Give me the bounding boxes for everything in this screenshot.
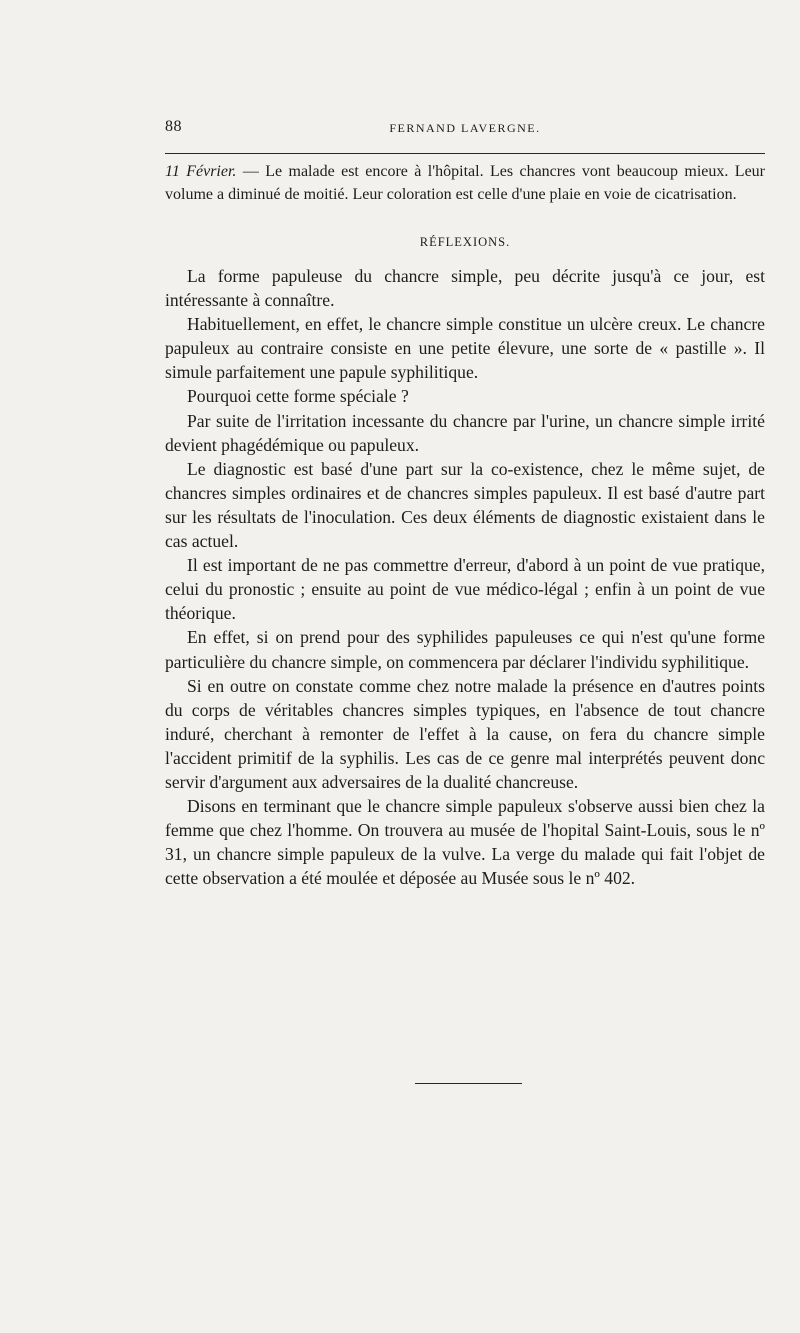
end-rule [415, 1083, 522, 1084]
paragraph: Disons en terminant que le chancre simple papuleux s'observe aussi bien chez la femme que chez l'homme. On trouvera au musée de l'hopital Saint-Louis, sous le nº 31, un chancre simple papuleux de la vulve. La verge du malade qui fait l'objet de cette observation a été moulée et déposée au Musée sous le nº 402. [165, 796, 765, 889]
entry-date: 11 Février. [165, 163, 237, 180]
paragraph: Habituellement, en effet, le chancre simple constitue un ulcère creux. Le chancre papuleux au contraire consiste en une petite élevure, une sorte de « pastille ». Il simule parfaitement une papule syphilitique. [165, 314, 765, 383]
paragraph: Si en outre on constate comme chez notre malade la présence en d'autres points du corps de véritables chancres simples typiques, en l'absence de tout chancre induré, cherchant à remonter de l'effet à la cause, on fera du chancre simple l'accident primitif de la syphilis. Les cas de ce genre mal interprétés peuvent donc servir d'argument aux adversaires de la dualité chancreuse. [165, 675, 765, 792]
section-title: RÉFLEXIONS. [419, 235, 511, 249]
paragraph: La forme papuleuse du chancre simple, peu décrite jusqu'à ce jour, est intéressante à connaître. [165, 266, 765, 311]
header-rule [165, 153, 765, 154]
paragraph: Pourquoi cette forme spéciale ? [187, 386, 409, 407]
observation-entry [165, 160, 765, 206]
entry-text: — Le malade est encore à l'hôpital. Les chancres vont beaucoup mieux. Leur volume a diminué de moitié. Leur coloration est celle d'une plaie en voie de cicatrisation. [165, 163, 765, 203]
page-header [165, 118, 765, 142]
page-body [165, 160, 765, 890]
page-number: 88 [165, 118, 182, 135]
paragraph: En effet, si on prend pour des syphilides papuleuses ce qui n'est qu'une forme particulière du chancre simple, on commencera par déclarer l'individu syphilitique. [165, 627, 765, 672]
paragraph: Il est important de ne pas commettre d'erreur, d'abord à un point de vue pratique, celui du pronostic ; ensuite au point de vue médico-légal ; enfin à un point de vue théorique. [165, 555, 765, 624]
paragraph: Le diagnostic est basé d'une part sur la co-existence, chez le même sujet, de chancres simples ordinaires et de chancres simples papuleux. Il est basé d'autre part sur les résultats de l'inoculation. Ces deux éléments de diagnostic existaient dans le cas actuel. [165, 458, 765, 552]
running-head: FERNAND LAVERGNE. [389, 121, 541, 135]
paragraph: Par suite de l'irritation incessante du chancre par l'urine, un chancre simple irrité devient phagédémique ou papuleux. [165, 410, 765, 455]
